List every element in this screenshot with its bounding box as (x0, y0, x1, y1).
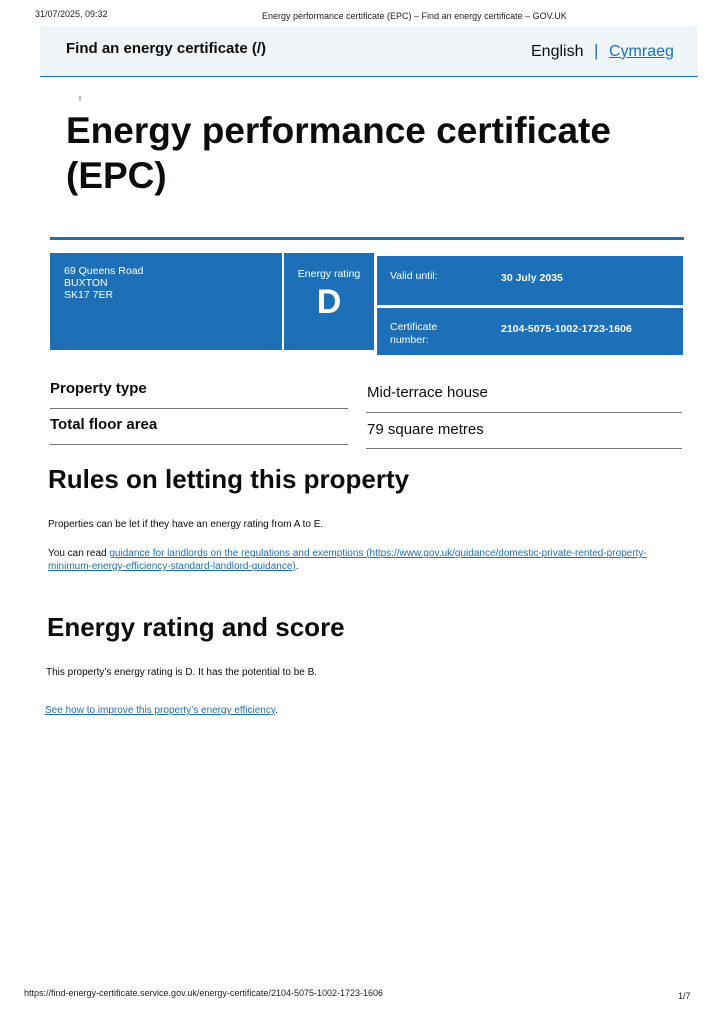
print-page-title: Energy performance certificate (EPC) – Find an energy certificate – GOV.UK (262, 11, 567, 21)
address-panel (50, 253, 282, 350)
guidance-prefix: You can read (48, 548, 110, 559)
letting-rules-paragraph: Properties can be let if they have an energy rating from A to E. (48, 519, 324, 530)
print-footer-url: https://find-energy-certificate.service.gov.uk/energy-certificate/2104-5075-1002-1723-1606 (24, 988, 384, 998)
language-cymraeg-link[interactable]: Cymraeg (609, 43, 674, 60)
certificate-number-label-2: number: (390, 334, 429, 346)
site-header (40, 26, 698, 77)
language-separator: | (594, 41, 599, 60)
energy-rating-letter: D (316, 283, 342, 321)
page-title (66, 108, 666, 198)
energy-rating-label: Energy rating (297, 268, 361, 280)
address-line-3: SK17 7ER (64, 289, 114, 301)
valid-until-label: Valid until: (390, 270, 438, 282)
landlord-guidance-link[interactable]: guidance for landlords on the regulations and exemptions (https://www.gov.uk/guidance/domestic-private-rented-property- (109, 548, 647, 559)
language-english: English (531, 43, 584, 60)
summary-divider (366, 412, 682, 413)
certificate-number-label-1: Certificate (390, 321, 438, 333)
property-type-label: Property type (50, 380, 147, 397)
floor-area-value: 79 square metres (367, 421, 484, 438)
service-name-link[interactable]: Find an energy certificate (/) (66, 40, 267, 57)
summary-divider (50, 444, 348, 445)
landlord-guidance-link-continued[interactable]: minimum-energy-efficiency-standard-landlord-guidance) (48, 561, 296, 572)
print-datetime: 31/07/2025, 09:32 (35, 9, 108, 19)
energy-rating-paragraph: This property’s energy rating is D. It has the potential to be B. (46, 667, 318, 678)
guidance-suffix: . (295, 561, 299, 572)
page-title-line-2: (EPC) (66, 155, 167, 196)
valid-until-panel (377, 256, 683, 305)
page-title-line-1: Energy performance certificate (66, 110, 611, 151)
certificate-number-value: 2104-5075-1002-1723-1606 (501, 323, 632, 335)
address-line-2: BUXTON (64, 277, 108, 289)
energy-rating-panel (284, 253, 374, 350)
address-line-1: 69 Queens Road (64, 265, 144, 277)
letting-rules-heading: Rules on letting this property (48, 464, 410, 494)
improve-efficiency-link[interactable]: See how to improve this property’s energy efficiency (45, 705, 276, 716)
valid-until-value: 30 July 2035 (501, 272, 563, 284)
print-page-number: 1/7 (678, 991, 691, 1001)
landlord-guidance-paragraph (48, 547, 688, 573)
floor-area-label: Total floor area (50, 416, 158, 433)
improve-efficiency-paragraph (45, 704, 278, 717)
summary-divider (366, 448, 682, 449)
energy-rating-heading: Energy rating and score (47, 612, 345, 642)
improve-efficiency-suffix: . (275, 705, 278, 716)
scan-mark (79, 96, 81, 101)
title-divider (50, 237, 684, 240)
summary-divider (50, 408, 348, 409)
certificate-number-panel (377, 308, 683, 355)
property-type-value: Mid-terrace house (367, 384, 488, 401)
